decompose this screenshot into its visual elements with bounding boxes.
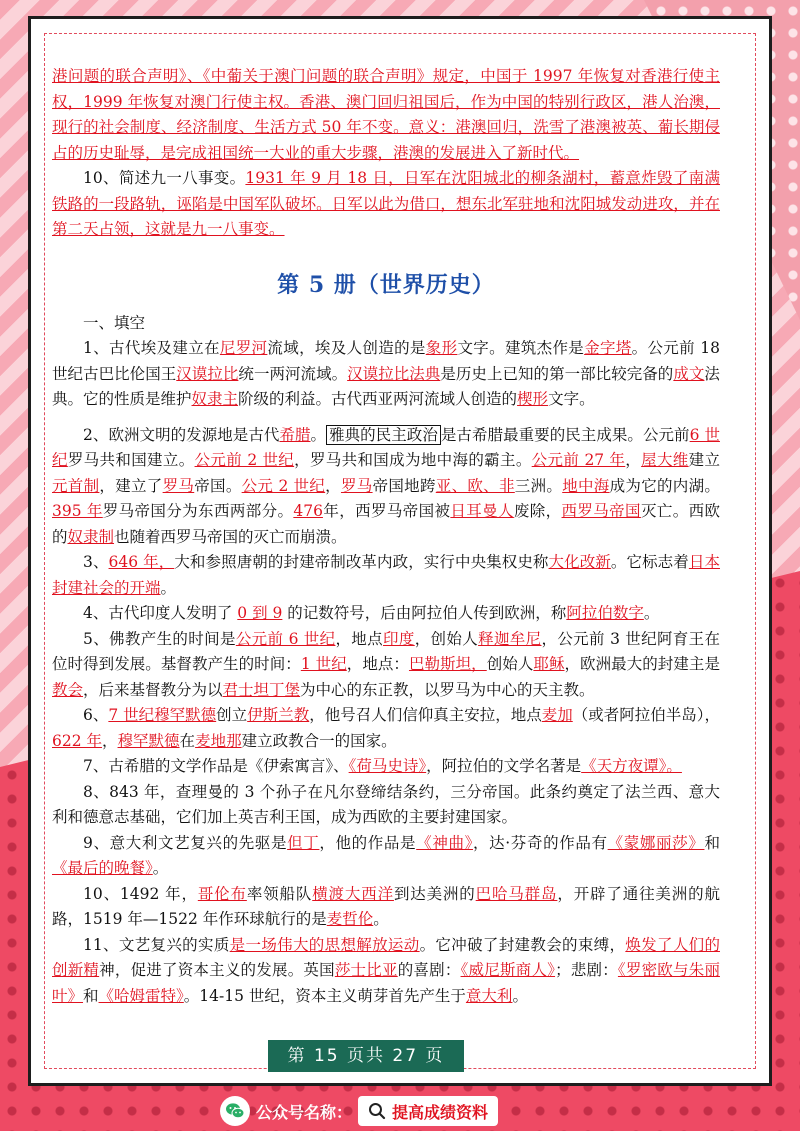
answer-text: 教会 bbox=[52, 680, 84, 699]
answer-text: 伊斯兰教 bbox=[247, 706, 310, 724]
answer-text: 君士坦丁堡 bbox=[222, 680, 301, 699]
fill-blank-item bbox=[52, 550, 720, 601]
question-text: 罗马帝国分为东西两部分。 bbox=[102, 502, 294, 520]
answer-text: 释迦牟尼 bbox=[478, 629, 542, 648]
question-text: 4、古代印度人发明了 bbox=[83, 604, 238, 622]
question-text: ；悲剧： bbox=[555, 961, 618, 979]
answer-text: 横渡大西洋 bbox=[312, 884, 394, 903]
question-text: ，阿拉伯的文学名著是 bbox=[426, 757, 582, 775]
answer-text: 7 世纪穆罕默德 bbox=[108, 706, 217, 724]
question-text: 10、1492 年， bbox=[83, 884, 198, 903]
footer-bar bbox=[220, 1094, 498, 1128]
question-text: 和 bbox=[704, 833, 720, 852]
question-text: 。 bbox=[160, 578, 177, 597]
answer-text: 646 年， bbox=[108, 553, 175, 571]
answer-text: 395 年 bbox=[52, 502, 103, 520]
question-text: 。它标志着 bbox=[610, 553, 689, 571]
question-text: 神，促进了资本主义的发展。英国 bbox=[99, 961, 335, 979]
question-text: 率领船队 bbox=[246, 884, 313, 903]
answer-text: 大化改新 bbox=[548, 553, 611, 571]
question-text: 5、佛教产生的时间是 bbox=[83, 629, 236, 648]
answer-text: 公元前 2 世纪 bbox=[194, 451, 295, 469]
answer-text: 罗马 bbox=[162, 476, 195, 495]
question-text: 。14-15 世纪，资本主义萌芽首先产生于 bbox=[183, 986, 466, 1005]
boxed-term: 雅典的民主政治 bbox=[326, 425, 441, 445]
account-search-box[interactable] bbox=[358, 1096, 498, 1126]
answer-text: 公元 2 世纪 bbox=[241, 476, 326, 495]
question-text: ，罗马共和国成为地中海的霸主。 bbox=[294, 451, 532, 469]
question-text: 建立 bbox=[688, 451, 720, 469]
fill-blank-item bbox=[52, 831, 720, 882]
question-text: 的记数符号，后由阿拉伯人传到欧洲，称 bbox=[282, 604, 567, 622]
question-text: 帝国地跨 bbox=[372, 476, 436, 495]
answer-text: 西罗马帝国 bbox=[561, 502, 641, 520]
answer-text: 但丁 bbox=[287, 833, 320, 852]
fill-blank-item bbox=[52, 933, 720, 1010]
answer-text: 奴隶主 bbox=[191, 390, 239, 408]
question-text: 也随着西罗马帝国的灭亡而崩溃。 bbox=[114, 527, 347, 546]
question-text: 创始人 bbox=[486, 655, 534, 673]
answer-text: 屋大维 bbox=[641, 451, 689, 469]
document-content bbox=[52, 64, 720, 1009]
question-text: 。 bbox=[310, 425, 327, 444]
question-text: ， bbox=[325, 476, 341, 495]
question-text: 。公元前 18 世纪古巴比伦国王 bbox=[52, 339, 720, 383]
fill-blank-item bbox=[52, 627, 720, 704]
question-text: 废除， bbox=[513, 502, 562, 520]
answer-text: 《蒙娜丽莎》 bbox=[607, 833, 705, 852]
answer-text: 476 bbox=[293, 502, 323, 520]
question-text: 法典。它的性质是维护 bbox=[52, 364, 720, 408]
question-text: 流域，埃及人创造的是 bbox=[267, 339, 426, 357]
question-text: 年，西罗马帝国被 bbox=[322, 502, 451, 520]
answer-text: 意大利 bbox=[465, 986, 513, 1005]
question-text: ，开辟了通往美洲的航路，1519 年—1522 年作环球航行的是 bbox=[52, 884, 720, 928]
answer-text: 奴隶制 bbox=[67, 527, 115, 546]
question-text: ，建立了 bbox=[99, 476, 163, 495]
question-text: 罗马共和国建立。 bbox=[67, 451, 195, 469]
answer-text: 日耳曼人 bbox=[450, 502, 514, 520]
answer-text: 地中海 bbox=[562, 476, 610, 495]
answer-text: 汉谟拉比 bbox=[176, 364, 239, 383]
question-text: 11、文艺复兴的实质 bbox=[83, 935, 230, 954]
question-text: 。 bbox=[152, 859, 169, 877]
answer-text: 象形 bbox=[425, 339, 458, 357]
fill-blank-list bbox=[52, 336, 720, 1009]
answer-text: 焕发了人们的创新精 bbox=[52, 935, 720, 979]
answer-9-continued bbox=[52, 64, 720, 166]
question-text: 和 bbox=[83, 986, 99, 1005]
question-text: 文字。 bbox=[548, 390, 595, 408]
question-text: ，地点 bbox=[335, 629, 383, 648]
question-text: ， bbox=[625, 451, 642, 469]
question-text: ，后来基督教分为以 bbox=[83, 680, 223, 699]
question-text: 帝国。 bbox=[194, 476, 242, 495]
question-text: ，他的作品是 bbox=[319, 833, 417, 852]
question-text: 。它冲破了封建教会的束缚， bbox=[419, 935, 626, 954]
answer-text: 是一场伟大的思想解放运动 bbox=[229, 935, 420, 954]
question-text: 成为它的内湖。 bbox=[609, 476, 720, 495]
answer-text: 0 到 9 bbox=[237, 604, 283, 622]
answer-text: 《最后的晚餐》 bbox=[52, 859, 153, 877]
footer-label: 公众号名称： bbox=[256, 1102, 353, 1122]
answer-text: 《荷马史诗》 bbox=[348, 757, 427, 775]
answer-text: 阿拉伯数字 bbox=[566, 604, 644, 622]
answer-text: 汉谟拉比法典 bbox=[347, 364, 441, 383]
answer-text: 麦哲伦 bbox=[326, 910, 374, 928]
answer-text: 希腊 bbox=[279, 425, 311, 444]
question-text: 灭亡。西欧的 bbox=[52, 502, 720, 546]
question-text: 是历史上已知的第一部比较完备的 bbox=[440, 364, 674, 383]
answer-text: 元首制 bbox=[52, 476, 100, 495]
answer-text: 巴勒斯坦， bbox=[408, 655, 487, 673]
question-text: 文字。建筑杰作是 bbox=[457, 339, 585, 357]
question-text: 。 bbox=[643, 604, 660, 622]
question-text: ，创始人 bbox=[414, 629, 479, 648]
answer-text: 公元前 6 世纪 bbox=[235, 629, 336, 648]
question-text: 3、 bbox=[83, 553, 109, 571]
fill-blank-item bbox=[52, 423, 720, 551]
subsection-heading: 一、填空 bbox=[83, 313, 146, 332]
account-name: 提高成绩资料 bbox=[392, 1102, 489, 1122]
fill-blank-item bbox=[52, 703, 720, 754]
fill-blank-item bbox=[52, 601, 720, 627]
answer-text: 622 年 bbox=[52, 731, 103, 750]
question-text: 1、古代埃及建立在 bbox=[83, 339, 220, 357]
question-text: ， bbox=[102, 731, 118, 750]
answer-text: 穆罕默德 bbox=[117, 731, 180, 750]
question-text: 大和参照唐朝的封建帝制改革内政，实行中央集权史称 bbox=[174, 553, 549, 571]
answer-text: 罗马 bbox=[340, 476, 373, 495]
question-text: 三洲。 bbox=[514, 476, 563, 495]
question-10 bbox=[52, 166, 720, 243]
answer-text: 《罗密欧与朱丽叶》 bbox=[52, 961, 720, 1005]
wechat-icon bbox=[220, 1096, 250, 1126]
answer-text: 成文 bbox=[673, 364, 705, 383]
fill-blank-item bbox=[52, 780, 720, 831]
question-text: （或者阿拉伯半岛）， bbox=[572, 706, 720, 724]
question-text: 。 bbox=[373, 910, 389, 928]
answer-text: 麦加 bbox=[541, 706, 573, 724]
answer-text: 1 世纪 bbox=[300, 655, 347, 673]
question-text: 是古希腊最重要的民主成果。公元前 bbox=[440, 425, 690, 444]
search-icon bbox=[368, 1102, 386, 1120]
answer-text: 1931 年 9 月 18 日，日军在沈阳城北的柳条湖村，蓄意炸毁了南满铁路的一段路轨，诬陷是中国军队破坏。日军以此为借口，想东北军驻地和沈阳城发动进攻，并在第二天占领，这就是九一八事变。 bbox=[52, 169, 721, 238]
answer-text: 6 世纪 bbox=[52, 425, 720, 469]
answer-text: 楔形 bbox=[517, 390, 549, 408]
answer-text: 日本封建社会的开端 bbox=[52, 553, 720, 597]
question-text: ，欧洲最大的封建主是 bbox=[564, 655, 720, 673]
question-text: 10、简述九一八事变。 bbox=[83, 169, 246, 187]
question-text: 建立政教合一的国家。 bbox=[241, 731, 397, 750]
spacer bbox=[52, 413, 720, 423]
question-text: 的喜剧： bbox=[397, 961, 461, 979]
answer-text: 耶稣 bbox=[533, 655, 565, 673]
answer-text: 亚、欧、非 bbox=[435, 476, 515, 495]
question-text: 。 bbox=[512, 986, 528, 1005]
fill-blank-item bbox=[52, 336, 720, 413]
answer-text: 麦地那 bbox=[195, 731, 242, 750]
question-text: ，达·芬奇的作品有 bbox=[473, 833, 608, 852]
question-text: 到达美洲的 bbox=[393, 884, 476, 903]
question-text: ，地点： bbox=[346, 655, 409, 673]
answer-text: 印度 bbox=[383, 629, 415, 648]
answer-text: 《哈姆雷特》 bbox=[98, 986, 184, 1005]
answer-text: 金字塔 bbox=[584, 339, 632, 357]
answer-text: 巴哈马群岛 bbox=[475, 884, 558, 903]
answer-text: 《神曲》 bbox=[416, 833, 473, 852]
question-text: 创立 bbox=[216, 706, 248, 724]
answer-text: 哥伦布 bbox=[197, 884, 247, 903]
question-text: 7、古希腊的文学作品是《伊索寓言》、 bbox=[83, 757, 349, 775]
fill-blank-item bbox=[52, 882, 720, 933]
answer-text: 公元前 27 年 bbox=[531, 451, 626, 469]
question-text: 9、意大利文艺复兴的先驱是 bbox=[83, 833, 288, 852]
question-text: ，公元前 3 世纪阿育王在位时得到发展。基督教产生的时间： bbox=[52, 629, 720, 673]
page-indicator: 第 15 页共 27 页 bbox=[268, 1040, 464, 1072]
answer-text: 莎士比亚 bbox=[334, 961, 398, 979]
fill-blank-item bbox=[52, 754, 720, 780]
question-text: 6、 bbox=[83, 706, 109, 724]
answer-text: 《威尼斯商人》 bbox=[460, 961, 556, 979]
question-text: 阶级的利益。古代西亚两河流域人创造的 bbox=[238, 390, 518, 408]
question-text: 2、欧洲文明的发源地是古代 bbox=[83, 425, 280, 444]
question-text: 为中心的东正教，以罗马为中心的天主教。 bbox=[300, 680, 595, 699]
question-text: 在 bbox=[179, 731, 196, 750]
answer-text: 尼罗河 bbox=[219, 339, 268, 357]
question-text: ，他号召人们信仰真主安拉，地点 bbox=[309, 706, 542, 724]
answer-text: 港问题的联合声明》、《中葡关于澳门问题的联合声明》规定，中国于 1997 年恢复对香港行使主权，1999 年恢复对澳门行使主权。香港、澳门回归祖国后，作为中国的特别行政区，港人治澳，现行的社会制度、经济制度、生活方式 50 年不变。意义：港澳回归，洗雪了港澳被英、葡长期侵占的历史耻辱，是完成祖国统一大业的重大步骤，港澳的发展进入了新时代。 bbox=[52, 67, 720, 162]
answer-text: 《天方夜谭》。 bbox=[581, 757, 682, 775]
question-text: 统一两河流域。 bbox=[238, 364, 348, 383]
question-text: 8、843 年，查理曼的 3 个孙子在凡尔登缔结条约，三分帝国。此条约奠定了法兰西、意大利和德意志基础，它们加上英吉利王国，成为西欧的主要封建国家。 bbox=[52, 782, 720, 826]
page-title: 第 5 册（世界历史） bbox=[277, 271, 495, 298]
